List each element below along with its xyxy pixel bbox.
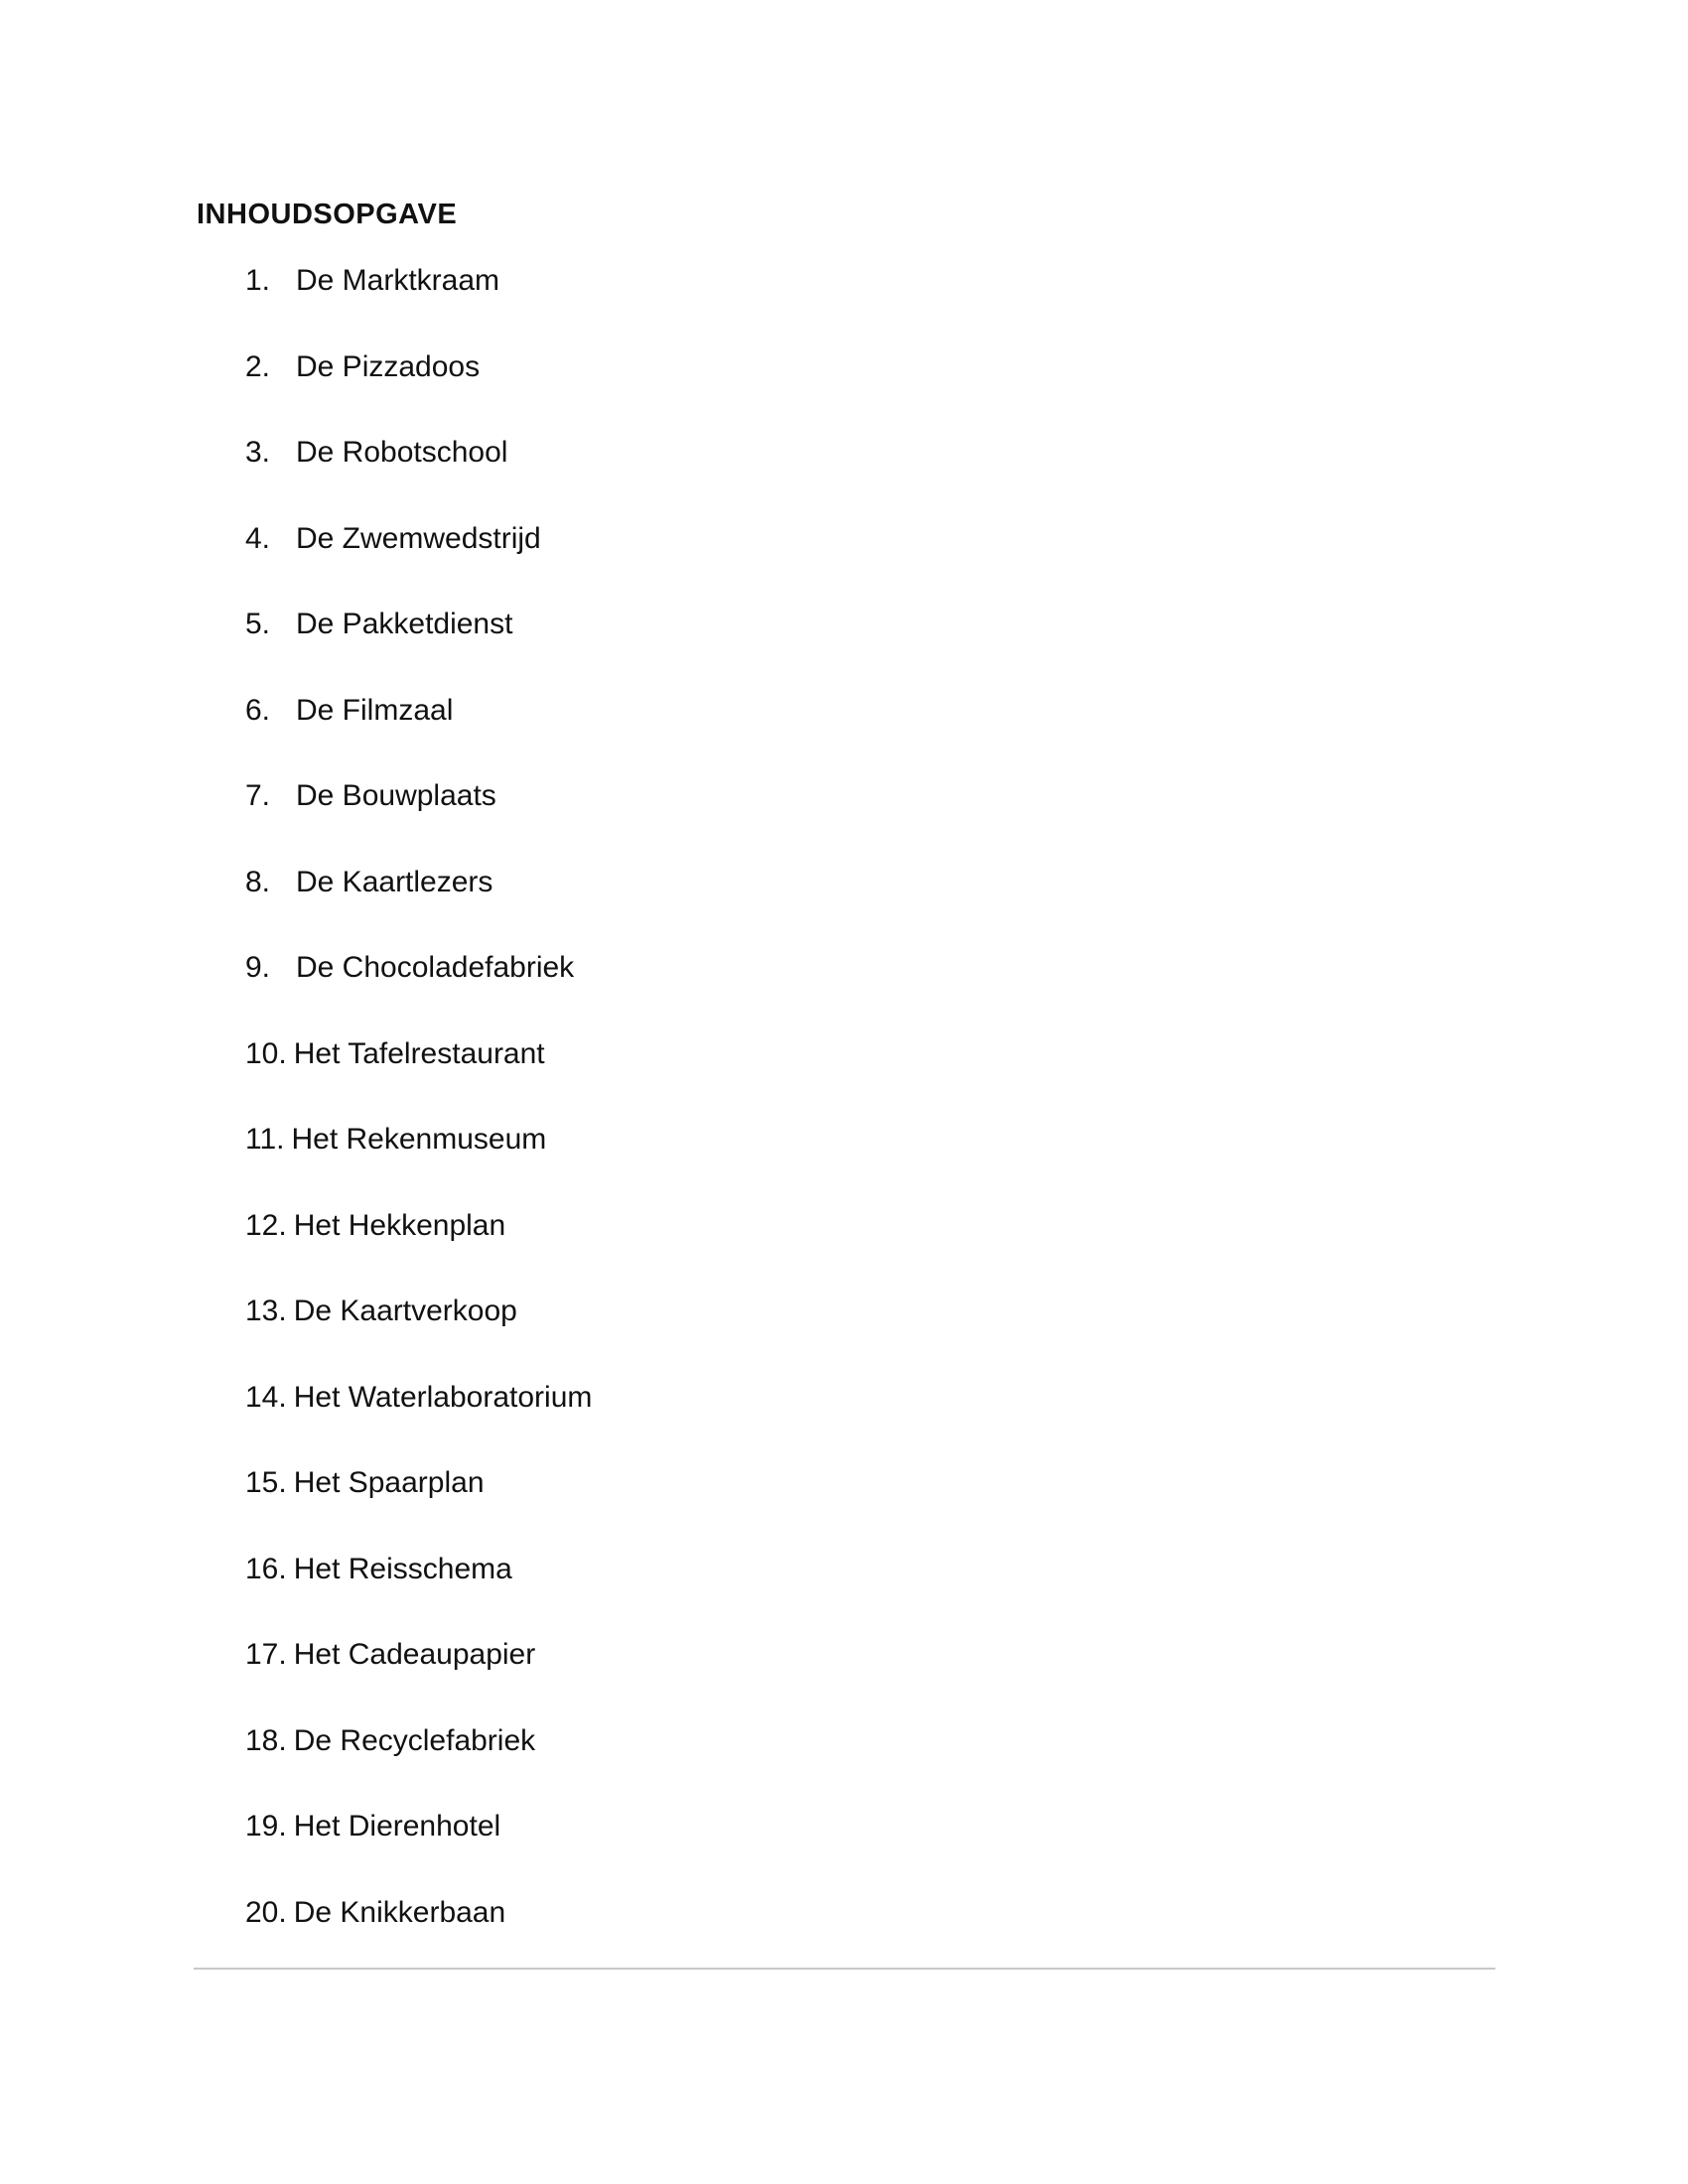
toc-item-title: De Bouwplaats [296, 779, 496, 812]
toc-item [245, 1547, 592, 1633]
toc-item-title: Het Dierenhotel [293, 1810, 501, 1843]
toc-item [245, 1289, 592, 1375]
toc-item-title: Het Spaarplan [293, 1466, 485, 1499]
toc-item [245, 602, 592, 688]
toc-item [245, 344, 592, 431]
toc-item [245, 1718, 592, 1805]
toc-item-title: Het Tafelrestaurant [293, 1036, 545, 1070]
toc-item-number: 2. [245, 349, 271, 383]
toc-item-title: De Chocoladefabriek [296, 951, 575, 984]
toc-item-title: De Pizzadoos [296, 349, 481, 383]
toc-item-number: 10. [245, 1036, 287, 1070]
toc-item-title: Het Waterlaboratorium [293, 1380, 593, 1414]
toc-item-number: 16. [245, 1552, 287, 1585]
toc-item-number: 17. [245, 1638, 287, 1671]
toc-item [245, 1203, 592, 1290]
toc-item-title: De Zwemwedstrijd [296, 521, 541, 555]
toc-item [245, 1375, 592, 1461]
toc-item-number: 18. [245, 1723, 287, 1757]
toc-item-title: De Knikkerbaan [293, 1895, 506, 1929]
toc-item-title: De Recyclefabriek [293, 1723, 536, 1757]
toc-item [245, 516, 592, 603]
toc-item-title: Het Cadeaupapier [293, 1638, 536, 1671]
toc-item [245, 1804, 592, 1890]
toc-item-number: 6. [245, 693, 271, 727]
toc-item [245, 1460, 592, 1547]
toc-item-title: Het Reisschema [293, 1552, 512, 1585]
toc-item [245, 258, 592, 344]
toc-heading: INHOUDSOPGAVE [197, 199, 458, 230]
toc-item [245, 860, 592, 946]
toc-item [245, 688, 592, 774]
toc-item [245, 773, 592, 860]
toc-item-number: 8. [245, 865, 271, 898]
toc-item [245, 945, 592, 1031]
toc-item-number: 3. [245, 436, 271, 469]
toc-item [245, 1117, 592, 1203]
toc-item-title: De Kaartverkoop [293, 1295, 517, 1327]
toc-item-title: De Marktkraam [296, 264, 500, 297]
toc-item-title: Het Hekkenplan [293, 1208, 506, 1242]
toc-item-title: De Filmzaal [296, 693, 454, 727]
toc-item-number: 11. [245, 1123, 285, 1156]
toc-item-number: 4. [245, 521, 271, 555]
toc-item [245, 1890, 592, 1977]
toc-item-title: De Pakketdienst [296, 608, 513, 640]
toc-item-number: 13. [245, 1295, 287, 1327]
toc-item-number: 15. [245, 1466, 287, 1499]
toc-item-number: 20. [245, 1895, 287, 1929]
toc-item-title: De Robotschool [296, 436, 508, 469]
toc-list [245, 258, 592, 1976]
toc-item [245, 430, 592, 516]
toc-item [245, 1632, 592, 1718]
horizontal-divider [194, 1968, 1495, 1970]
toc-item-title: Het Rekenmuseum [291, 1123, 547, 1156]
toc-item-number: 7. [245, 779, 271, 812]
toc-item [245, 1031, 592, 1118]
toc-item-number: 9. [245, 951, 271, 984]
toc-item-number: 12. [245, 1208, 287, 1242]
toc-item-title: De Kaartlezers [296, 865, 493, 898]
toc-item-number: 5. [245, 608, 271, 640]
toc-item-number: 1. [245, 264, 271, 297]
toc-item-number: 14. [245, 1380, 287, 1414]
toc-item-number: 19. [245, 1810, 287, 1843]
